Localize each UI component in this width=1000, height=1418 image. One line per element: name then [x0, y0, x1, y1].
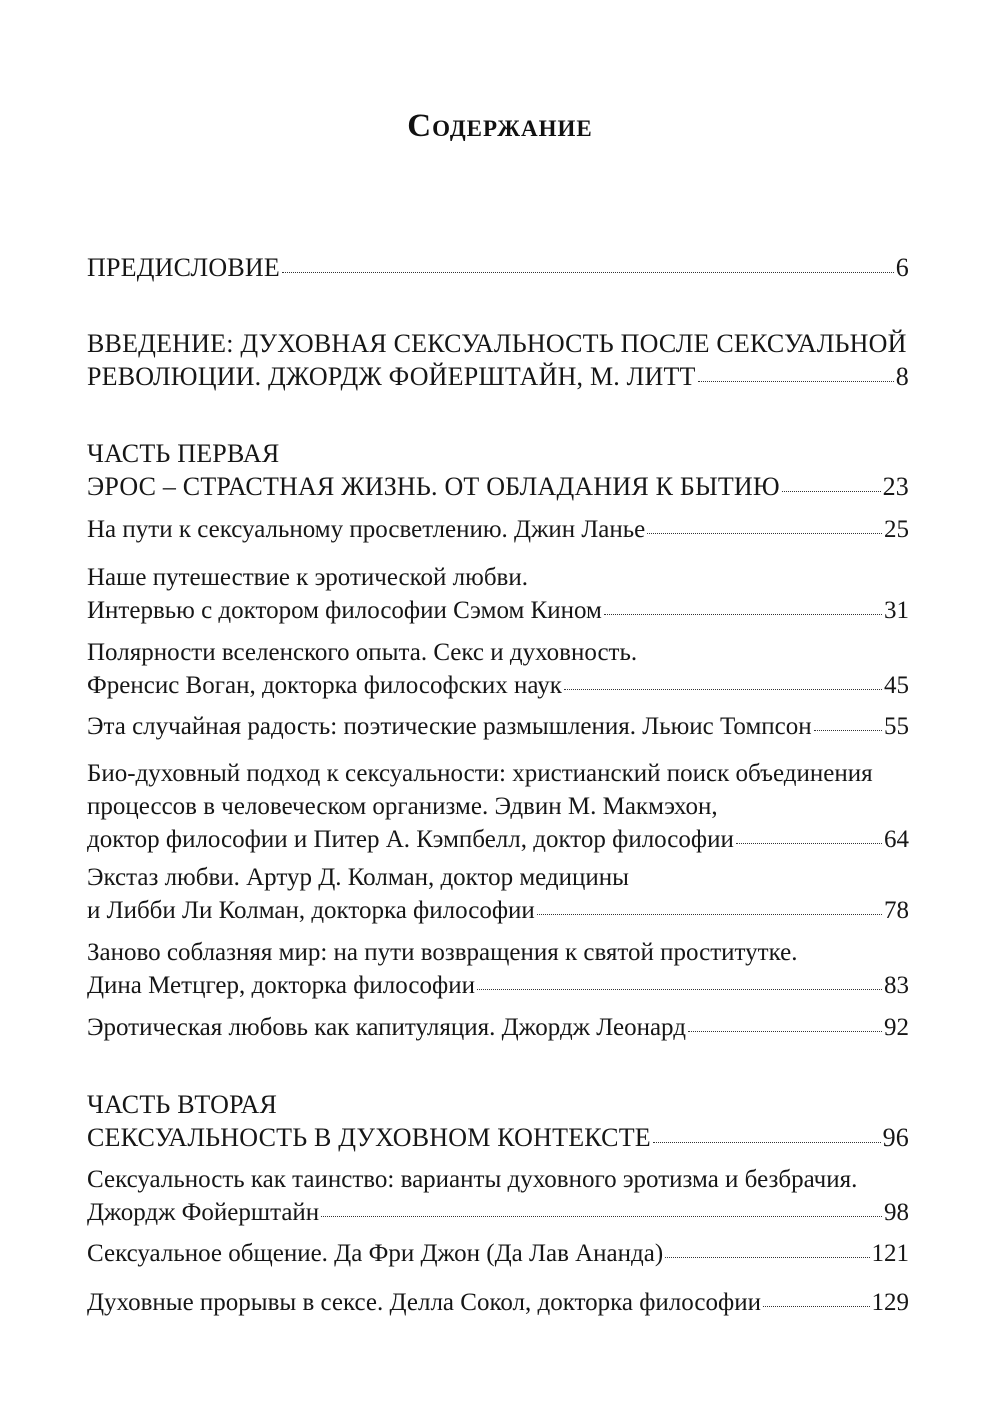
toc-entry[interactable] — [87, 757, 909, 856]
toc-entry-title: Духовные прорывы в сексе. Делла Сокол, докторка философии — [87, 1289, 761, 1316]
toc-entry[interactable] — [87, 561, 909, 627]
toc-entry-title: ЭРОС – СТРАСТНАЯ ЖИЗНЬ. ОТ ОБЛАДАНИЯ К БЫТИЮ — [87, 472, 780, 501]
dot-leader — [665, 1257, 869, 1258]
toc-entry[interactable] — [87, 1011, 909, 1044]
dot-leader — [782, 491, 881, 492]
toc-entry-title: ПРЕДИСЛОВИЕ — [87, 253, 280, 282]
dot-leader — [564, 689, 882, 690]
dot-leader — [763, 1306, 870, 1307]
toc-entry-title: Джордж Фойерштайн — [87, 1199, 320, 1226]
toc-entry-title: Дина Метцгер, докторка философии — [87, 972, 475, 999]
toc-entry-title: доктор философии и Питер А. Кэмпбелл, доктор философии — [87, 826, 734, 853]
dot-leader — [698, 381, 894, 382]
page-title: Содержание — [407, 108, 593, 144]
toc-entry-title: Наше путешествие к эротической любви. — [87, 564, 528, 591]
toc-page-number: 83 — [884, 972, 909, 999]
dot-leader — [653, 1142, 881, 1143]
dot-leader — [282, 272, 894, 273]
toc-entry[interactable] — [87, 1286, 909, 1319]
toc-entry-title: процессов в человеческом организме. Эдвин М. Макмэхон, — [87, 793, 718, 820]
dot-leader — [537, 914, 882, 915]
dot-leader — [688, 1031, 882, 1032]
toc-part-one-heading[interactable] — [87, 437, 909, 503]
toc-entry-title: Заново соблазняя мир: на пути возвращения к святой проститутке. — [87, 939, 798, 966]
toc-entry[interactable] — [87, 1163, 909, 1229]
dot-leader — [321, 1216, 882, 1217]
dot-leader — [477, 989, 882, 990]
toc-entry[interactable] — [87, 1237, 909, 1270]
toc-page-number: 45 — [884, 672, 909, 699]
toc-page-number: 92 — [884, 1014, 909, 1041]
toc-entry-title: РЕВОЛЮЦИИ. ДЖОРДЖ ФОЙЕРШТАЙН, М. ЛИТТ — [87, 362, 696, 391]
toc-page-number: 55 — [884, 713, 909, 740]
toc-page-number: 8 — [895, 362, 909, 391]
toc-page-number: 98 — [884, 1199, 909, 1226]
toc-entry[interactable] — [87, 710, 909, 743]
toc-part-label: ЧАСТЬ ПЕРВАЯ — [87, 439, 280, 468]
toc-entry-preface[interactable] — [87, 251, 909, 284]
toc-entry-title: СЕКСУАЛЬНОСТЬ В ДУХОВНОМ КОНТЕКСТЕ — [87, 1123, 651, 1152]
toc-entry[interactable] — [87, 636, 909, 702]
toc-entry-introduction[interactable] — [87, 327, 909, 393]
toc-page-number: 23 — [882, 472, 909, 501]
toc-part-two-heading[interactable] — [87, 1088, 909, 1154]
toc-part-label: ЧАСТЬ ВТОРАЯ — [87, 1090, 277, 1119]
dot-leader — [814, 730, 882, 731]
toc-entry-title: Полярности вселенского опыта. Секс и духовность. — [87, 639, 638, 666]
toc-page-number: 31 — [884, 597, 909, 624]
toc-entry-title: Эротическая любовь как капитуляция. Джордж Леонард — [87, 1014, 686, 1041]
toc-entry[interactable] — [87, 861, 909, 927]
dot-leader — [604, 614, 882, 615]
toc-entry-title: На пути к сексуальному просветлению. Джин Ланье — [87, 516, 646, 543]
toc-page-number: 78 — [884, 897, 909, 924]
toc-page-number: 121 — [871, 1240, 909, 1267]
dot-leader — [736, 843, 882, 844]
toc-page-number: 129 — [871, 1289, 909, 1316]
toc-entry-title: Экстаз любви. Артур Д. Колман, доктор медицины — [87, 864, 629, 891]
toc-entry-title: Эта случайная радость: поэтические размышления. Льюис Томпсон — [87, 713, 812, 740]
toc-page-number: 25 — [884, 516, 909, 543]
toc-entry-title: Сексуальность как таинство: варианты духовного эротизма и безбрачия. — [87, 1166, 858, 1193]
toc-entry-title: Сексуальное общение. Да Фри Джон (Да Лав Ананда) — [87, 1240, 664, 1267]
toc-entry[interactable] — [87, 513, 909, 546]
toc-page-number: 6 — [895, 253, 909, 282]
dot-leader — [647, 533, 882, 534]
toc-entry[interactable] — [87, 936, 909, 1002]
toc-entry-title: и Либби Ли Колман, докторка философии — [87, 897, 535, 924]
toc-entry-title: Интервью с доктором философии Сэмом Кином — [87, 597, 602, 624]
toc-page-number: 64 — [884, 826, 909, 853]
toc-entry-title: Био-духовный подход к сексуальности: христианский поиск объединения — [87, 760, 873, 787]
toc-entry-title: Френсис Воган, докторка философских наук — [87, 672, 562, 699]
toc-page-number: 96 — [882, 1123, 909, 1152]
toc-entry-title: ВВЕДЕНИЕ: ДУХОВНАЯ СЕКСУАЛЬНОСТЬ ПОСЛЕ СЕКСУАЛЬНОЙ — [87, 329, 907, 358]
